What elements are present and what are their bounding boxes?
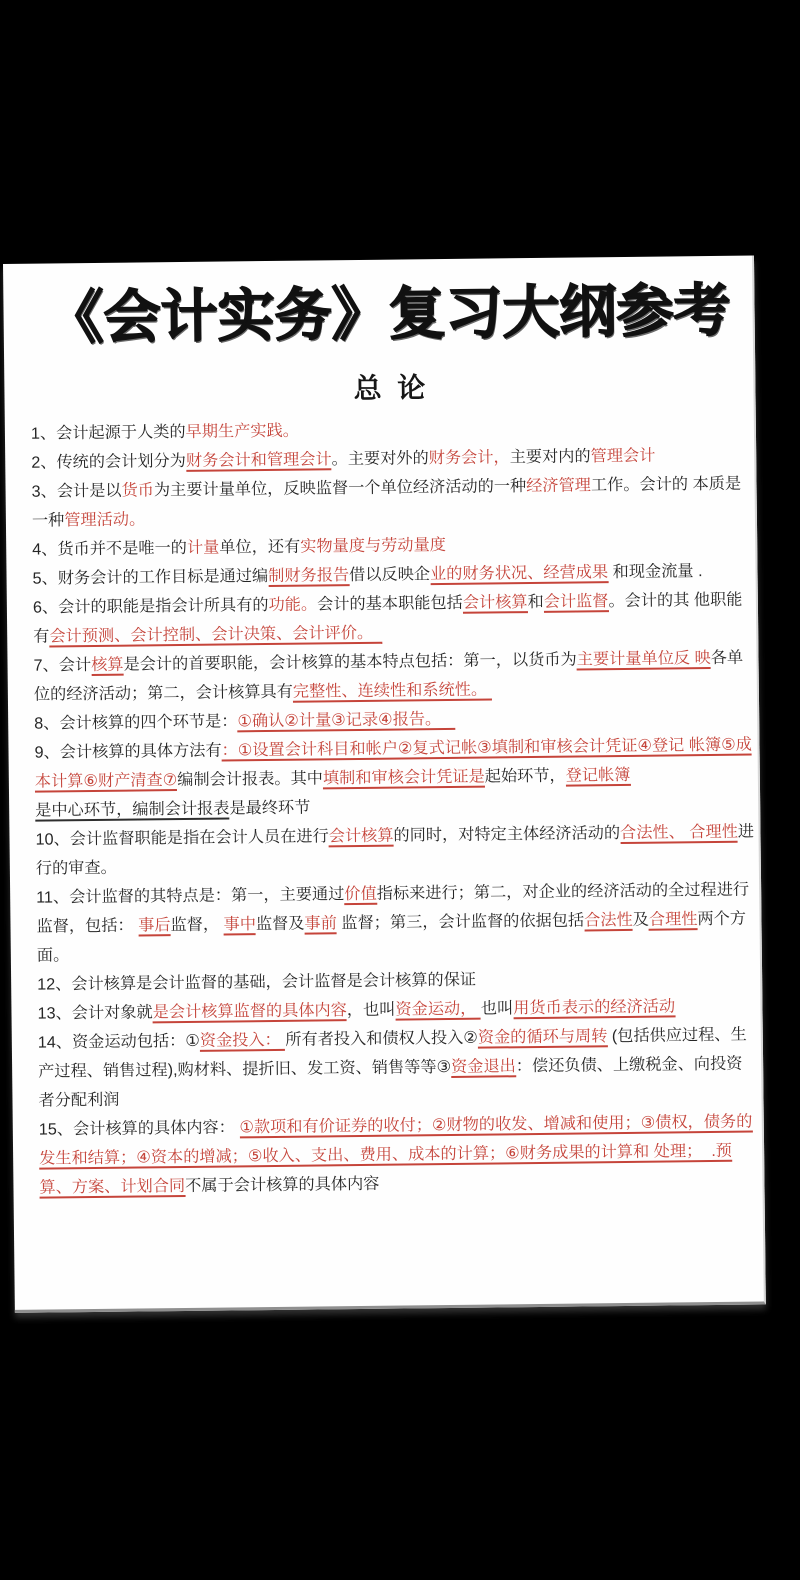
text-segment: 核算 <box>91 655 124 675</box>
text-segment: 会计核算 <box>462 593 528 612</box>
document-title: 《会计实务》复习大纲参考 <box>46 278 731 351</box>
text-segment: 经济管理 <box>526 476 592 496</box>
outline-item <box>33 586 754 652</box>
text-segment: 填制和审核会计凭证是 <box>322 767 485 788</box>
text-segment: 监督；第三，会计监督的依据包括 <box>336 911 585 933</box>
text-segment: ：①设置会计科目和帐户②复式记帐③填制和审核会计凭证④登记 帐簿⑤成本计算⑥财产清查⑦ <box>34 735 752 791</box>
page-content <box>3 256 763 1203</box>
text-segment: 合法性 <box>584 910 633 930</box>
text-segment: 和现金流量 . <box>608 562 703 582</box>
text-segment: (包括供应过程、生产过程、销售过程),购材料、提折旧、发工资、销售等等③ <box>38 1025 747 1081</box>
text-segment: 主要对内的 <box>509 447 591 467</box>
text-segment: 。会计的其 他职能有 <box>33 590 743 646</box>
text-segment: 事后 <box>138 916 171 935</box>
text-segment: 起始环节， <box>484 766 566 786</box>
text-segment: 的同时，对特定主体经济活动的 <box>393 824 621 845</box>
text-segment: 资金的循环与周转 <box>477 1027 608 1047</box>
text-segment: 各单位的经济活动；第二，会计核算具有 <box>33 648 744 704</box>
text-segment: 2、传统的会计划分为 <box>31 451 187 472</box>
text-segment: 制财务报告 <box>268 566 350 586</box>
text-segment: 单位，还有 <box>219 537 301 557</box>
text-segment: 是会计核算监督的具体内容 <box>152 1001 347 1022</box>
text-segment: 监督及 <box>255 914 305 934</box>
text-segment: 事中 <box>223 915 257 934</box>
text-segment: 监督， <box>170 915 224 935</box>
text-segment: 所有者投入和债权人投入② <box>285 1028 478 1049</box>
text-segment: 7、会计 <box>33 656 92 675</box>
text-segment: 管理活动。 <box>64 510 146 530</box>
outline-item <box>33 644 754 710</box>
text-segment: 业的财务状况、经营成果 <box>429 563 609 584</box>
text-segment: 。主要对外的 <box>331 449 429 469</box>
text-segment: 1、会计起源于人类的 <box>30 422 186 443</box>
text-segment: 12、会计核算是会计监督的基础，会计监督是会计核算的保证 <box>37 970 477 994</box>
text-segment: 4、货币并不是唯一的 <box>32 538 188 559</box>
text-segment: 不属于会计核算的具体内容 <box>185 1174 380 1195</box>
text-segment: ：偿还负债、上缴税金、向投资者分配利润 <box>38 1054 743 1110</box>
text-segment: 编制会计报表。其中 <box>177 769 323 790</box>
text-segment: 功能。 <box>268 595 318 615</box>
document-page <box>3 255 766 1312</box>
outline-item <box>39 1107 760 1202</box>
text-segment: ①确认②计量③记录④报告。 <box>237 709 455 731</box>
text-segment: 财务会计， <box>428 448 510 468</box>
text-segment: 为主要计量单位，反映监督一个单位经济活动的一种 <box>153 477 527 500</box>
text-segment: 会计监督 <box>543 592 609 611</box>
text-segment: 5、财务会计的工作目标是通过编 <box>32 567 269 588</box>
text-segment: 资金退出 <box>450 1057 516 1076</box>
text-segment: 登记帐簿 <box>565 765 631 785</box>
section-heading: 总 论 <box>353 372 426 405</box>
text-segment: 9、会计核算的具体方法有 <box>34 741 222 762</box>
outline-item <box>38 1020 759 1115</box>
text-segment: 10、会计监督职能是指在会计人员在进行 <box>35 827 329 849</box>
outline-item <box>34 731 755 797</box>
text-segment: 会计的基本职能包括 <box>316 593 463 614</box>
text-segment: 会计核算 <box>328 826 394 846</box>
outline-item <box>35 818 756 884</box>
text-segment: 是会计的首要职能，会计核算的基本特点包括：第一，以货币为 <box>123 650 577 674</box>
text-segment: 完整性、连续性和系统性。 <box>292 680 492 701</box>
outline-item <box>31 470 752 536</box>
text-segment: 资金投入： <box>199 1030 286 1050</box>
text-segment: 借以反映企 <box>349 565 431 585</box>
text-segment: 11、会计监督的其特点是：第一，主要通过 <box>36 885 345 907</box>
outline-item <box>36 875 757 970</box>
text-segment: 价值 <box>344 884 377 904</box>
text-segment: 15、会计核算的具体内容： <box>38 1118 240 1139</box>
text-segment: 是中心环节，编制会计报表 <box>35 799 230 820</box>
text-segment: 工作。会计的 本质是一种 <box>31 474 742 530</box>
text-segment: 8、会计核算的四个环节是： <box>34 712 238 733</box>
outline-body <box>31 412 760 1203</box>
text-segment: 是最终环节 <box>229 798 311 818</box>
text-segment: 3、会计是以 <box>31 481 122 501</box>
text-segment: 资金运动， <box>395 999 481 1019</box>
text-segment: 管理会计 <box>590 446 656 466</box>
text-segment: 用货币表示的经济活动 <box>513 997 676 1018</box>
text-segment: 指标来进行；第二，对企业的经济活动的全过程进行监督，包括： <box>36 880 750 936</box>
text-segment: 会计预测、会计控制、会计决策、会计评价。 <box>49 623 383 646</box>
text-segment: 合法性、 合理性 <box>619 822 738 843</box>
text-segment: 事前 <box>304 914 337 933</box>
text-segment: 13、会计对象就 <box>37 1003 153 1023</box>
text-segment: 财务会计和管理会计 <box>185 450 332 470</box>
text-segment: 14、资金运动包括：① <box>37 1031 200 1052</box>
text-segment: 合理性 <box>648 910 698 929</box>
text-segment: 6、会计的职能是指会计所具有的 <box>32 596 269 617</box>
text-segment: 两个方面。 <box>36 909 747 965</box>
text-segment: 早期生产实践。 <box>185 421 300 441</box>
text-segment: 实物量度与劳动量度 <box>300 535 447 556</box>
text-segment: 和 <box>527 592 544 612</box>
text-segment: 及 <box>632 910 650 929</box>
text-segment: 货币 <box>121 481 155 500</box>
text-segment: 也叫 <box>480 999 514 1018</box>
text-segment: 主要计量单位反 映 <box>576 648 711 669</box>
text-segment: ①款项和有价证券的收付；②财物的收发、增减和使用；③债权，债务的发生和结算；④资本的增减；⑤收入、支出、费用、成本的计算；⑥财务成果的计算和 处理； .预算、方案、计划合同 <box>39 1112 753 1197</box>
text-segment: 进行的审查。 <box>35 822 755 878</box>
text-segment: 计量 <box>186 538 220 557</box>
text-segment: ，也叫 <box>346 1000 396 1020</box>
